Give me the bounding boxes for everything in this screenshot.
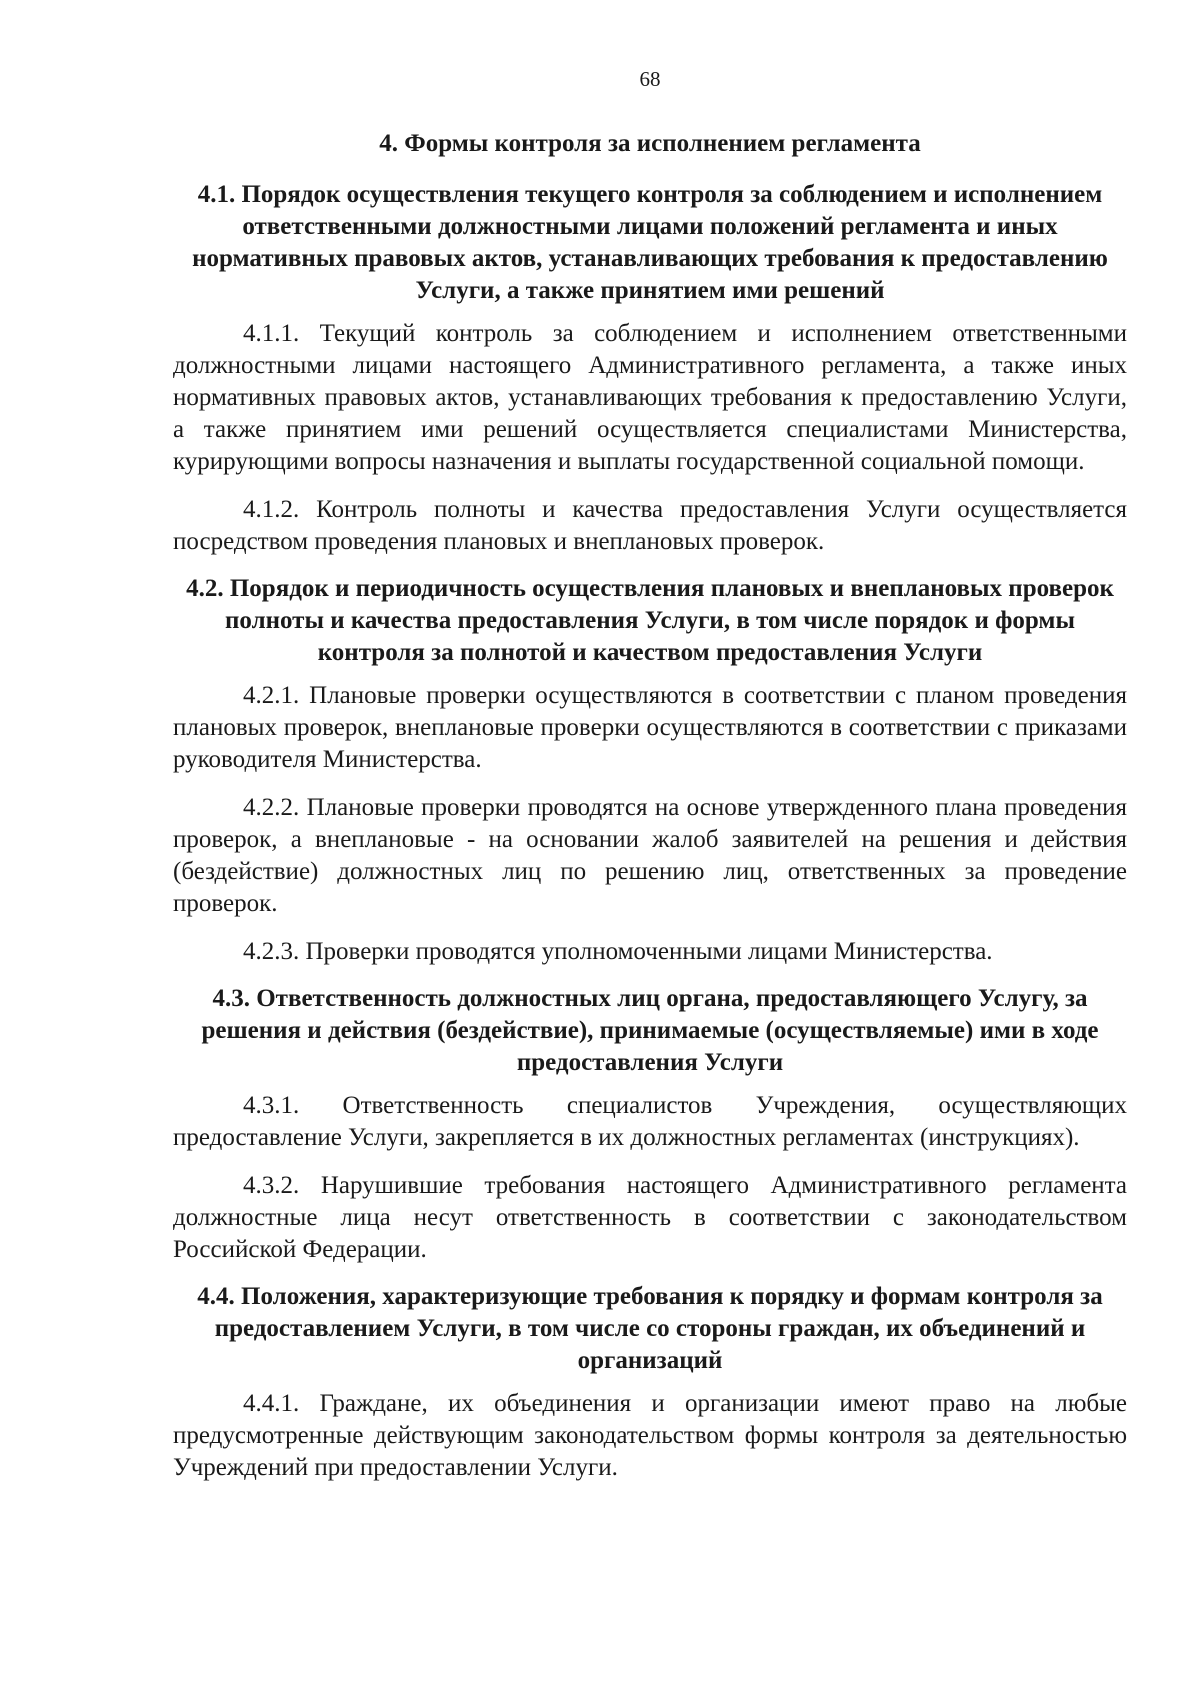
section-4-3 xyxy=(173,983,1127,1266)
paragraph: 4.2.3. Проверки проводятся уполномоченными лицами Министерства. xyxy=(243,938,993,965)
paragraph: 4.3.1. Ответственность специалистов Учреждения, осуществляющих предоставление Услуги, закрепляется в их должностных регламентах (инструкциях). xyxy=(173,1092,1127,1151)
paragraph: 4.1.1. Текущий контроль за соблюдением и исполнением ответственными должностными лицами настоящего Административного регламента, а также иных нормативных правовых актов, устанавливающих требования к предоставлению Услуги, а также принятием ими решений осуществляется специалистами Министерства, курирующими вопросы назначения и выплаты государственной социальной помощи. xyxy=(173,320,1127,475)
paragraph: 4.1.2. Контроль полноты и качества предоставления Услуги осуществляется посредством проведения плановых и внеплановых проверок. xyxy=(173,496,1127,555)
section-heading: 4.3. Ответственность должностных лиц органа, предоставляющего Услугу, за решения и действия (бездействие), принимаемые (осуществляемые) ими в ходе предоставления Услуги xyxy=(201,985,1099,1076)
section-4-2 xyxy=(173,573,1127,968)
paragraph: 4.3.2. Нарушившие требования настоящего Административного регламента должностные лица несут ответственность в соответствии с законодательством Российской Федерации. xyxy=(173,1172,1127,1263)
section-4-1 xyxy=(173,179,1127,558)
section-4-4 xyxy=(173,1281,1127,1484)
paragraph: 4.2.2. Плановые проверки проводятся на основе утвержденного плана проведения проверок, а внеплановые - на основании жалоб заявителей на решения и действия (бездействие) должностных лиц по решению лиц, ответственных за проведение проверок. xyxy=(173,794,1127,917)
paragraph: 4.4.1. Граждане, их объединения и организации имеют право на любые предусмотренные действующим законодательством формы контроля за деятельностью Учреждений при предоставлении Услуги. xyxy=(173,1390,1127,1481)
section-heading: 4.1. Порядок осуществления текущего контроля за соблюдением и исполнением ответственными должностными лицами положений регламента и иных нормативных правовых актов, устанавливающих требования к предоставлению Услуги, а также принятием ими решений xyxy=(192,181,1108,304)
paragraph: 4.2.1. Плановые проверки осуществляются в соответствии с планом проведения плановых проверок, внеплановые проверки осуществляются в соответствии с приказами руководителя Министерства. xyxy=(173,682,1127,773)
section-heading: 4.4. Положения, характеризующие требования к порядку и формам контроля за предоставлением Услуги, в том числе со стороны граждан, их объединений и организаций xyxy=(197,1283,1103,1374)
page-number: 68 xyxy=(639,67,661,91)
chapter-title: 4. Формы контроля за исполнением регламента xyxy=(379,130,921,157)
document-page xyxy=(173,64,1127,1500)
section-heading: 4.2. Порядок и периодичность осуществления плановых и внеплановых проверок полноты и качества предоставления Услуги, в том числе порядок и формы контроля за полнотой и качеством предоставления Услуги xyxy=(186,575,1114,666)
